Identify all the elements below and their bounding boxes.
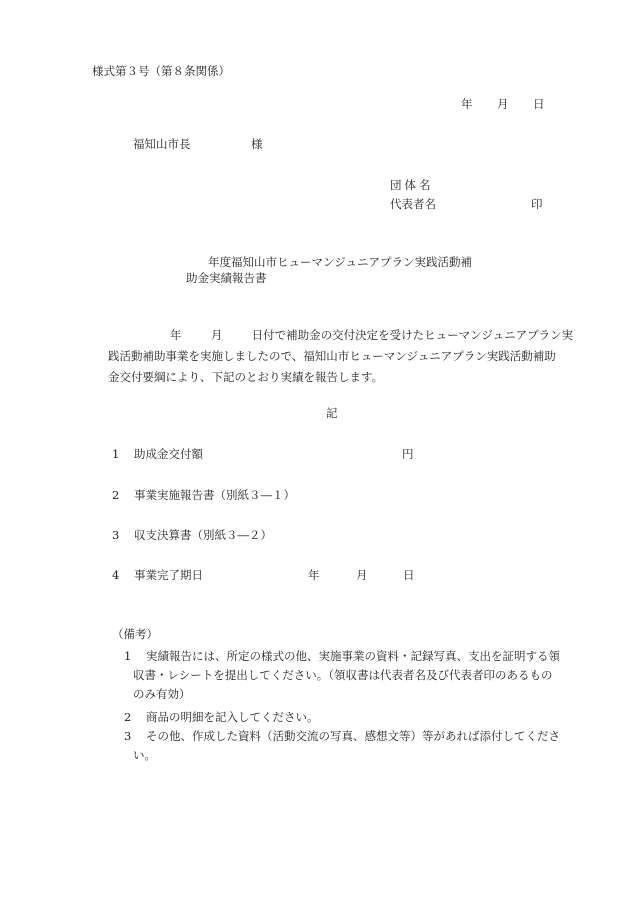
item-label: 収支決算書（別紙３―２） [134,528,272,542]
body-line-2: 践活動補助事業を実施しましたので、福知山市ヒューマンジュニアプラン実践活動補助 [108,349,556,363]
addressee-honorific: 様 [251,137,263,151]
item-settlement-statement [112,528,272,542]
item-label: 事業実施報告書（別紙３―１） [134,488,295,502]
seal-mark: 印 [531,197,543,211]
date-year-label: 年 [461,97,473,111]
body-line-1-text: 日付で補助金の交付決定を受けたヒューマンジュニアプラン実 [251,328,574,342]
note-text: 実績報告には、所定の様式の他、実施事業の資料・記録写真、支出を証明する領 [146,649,560,663]
document-title-line1: 年度福知山市ヒューマンジュニアプラン実践活動補 [208,255,472,269]
item-number: 2 [112,488,120,502]
note-number: 3 [124,729,132,743]
note-3-line-1 [124,727,560,746]
completion-month-label: 月 [356,568,368,582]
addressee-name: 福知山市長 [133,137,191,151]
note-1-line-2: 収書・レシートを提出してください。（領収書は代表者名及び代表者印のあるもの [133,668,553,682]
completion-day-label: 日 [403,568,415,582]
item-label: 助成金交付額 [134,447,203,461]
date-day-label: 日 [533,97,545,111]
note-3-line-2: い。 [133,748,156,762]
completion-year-label: 年 [308,568,320,582]
body-line-1 [108,325,578,346]
note-text: その他、作成した資料（活動交流の写真、感想文等）等があれば添付してくださ [146,729,560,743]
item-label: 事業完了期日 [134,568,203,582]
ki-heading: 記 [326,406,338,420]
note-2 [124,708,319,727]
body-month-label: 月 [210,328,223,342]
date-month-label: 月 [497,97,509,111]
body-paragraph [108,325,578,388]
body-line-3: 金交付要綱により、下記のとおり実績を報告します。 [108,370,384,384]
note-number: 2 [124,710,132,724]
note-1-line-3: のみ有効） [133,687,191,701]
document-title-line2: 助金実績報告書 [186,271,267,285]
item-implementation-report [112,488,295,502]
item-number: 4 [112,568,120,582]
yen-unit: 円 [402,447,414,461]
item-grant-amount [112,447,203,461]
item-number: 3 [112,528,120,542]
item-completion-date [112,568,203,582]
note-text: 商品の明細を記入してください。 [146,710,319,724]
item-number: 1 [112,447,120,461]
notes-heading: （備考） [112,627,158,641]
representative-name-label: 代表者名 [390,197,436,211]
form-number: 様式第３号（第８条関係） [92,64,230,78]
note-number: 1 [124,649,132,663]
body-year-label: 年 [170,328,182,342]
organization-name-label: 団体名 [390,178,434,192]
note-1-line-1 [124,647,560,666]
